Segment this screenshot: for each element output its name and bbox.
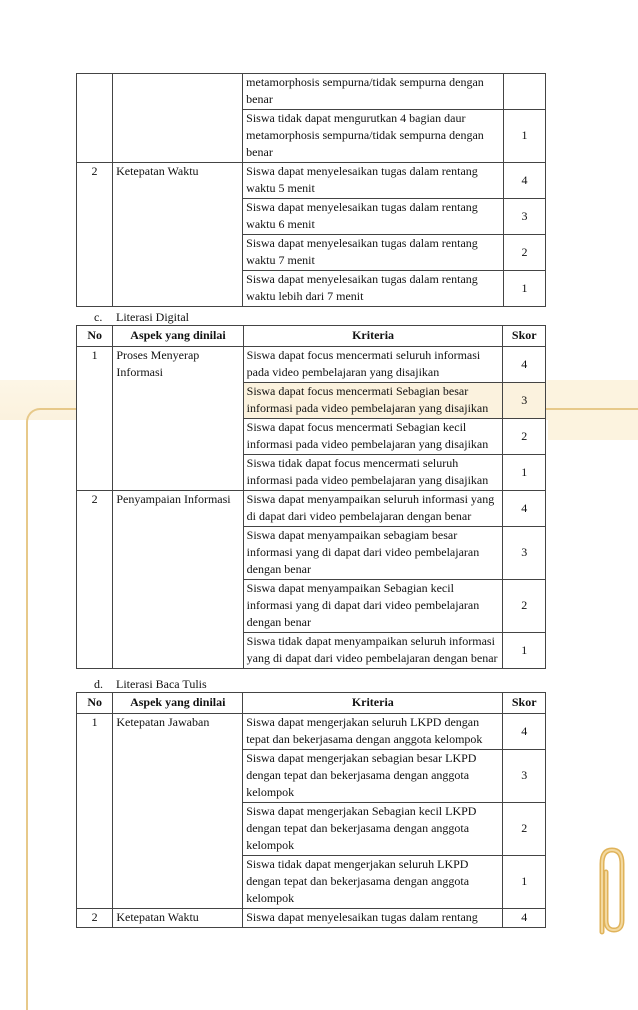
section-d-heading [94,676,207,692]
cell-aspek [113,74,243,163]
cell-skor: 4 [504,163,546,199]
header-no: No [77,326,113,347]
cell-kriteria: Siswa dapat menyampaikan Sebagian kecil informasi yang di dapat dari video pembelajaran dengan benar [243,580,503,633]
paperclip-icon [588,842,632,938]
section-d-title: Literasi Baca Tulis [116,677,207,691]
cell-skor [504,74,546,110]
cell-kriteria: Siswa dapat focus mencermati Sebagian kecil informasi pada video pembelajaran yang disajikan [243,419,503,455]
table-row [77,909,546,928]
table-literasi-digital [76,325,546,669]
table-row [77,491,546,527]
table-literasi-baca-tulis [76,692,546,928]
cell-kriteria: Siswa tidak dapat mengurutkan 4 bagian daur metamorphosis sempurna/tidak sempurna dengan benar [243,110,504,163]
cell-no: 2 [77,163,113,307]
cell-kriteria: Siswa tidak dapat focus mencermati seluruh informasi pada video pembelajaran yang disajikan [243,455,503,491]
table-header-row [77,693,546,714]
section-c-title: Literasi Digital [116,310,189,324]
table-row [77,163,546,199]
cell-kriteria: Siswa dapat menyampaikan seluruh informasi yang di dapat dari video pembelajaran dengan benar [243,491,503,527]
cell-aspek: Penyampaian Informasi [113,491,243,669]
table-row [77,74,546,110]
cell-skor: 3 [503,383,546,419]
table-header-row [77,326,546,347]
cell-kriteria: Siswa dapat menyampaikan sebagiam besar informasi yang di dapat dari video pembelajaran dengan benar [243,527,503,580]
section-c-letter: c. [94,310,103,324]
cell-kriteria: Siswa dapat focus mencermati Sebagian besar informasi pada video pembelajaran yang disajikan [243,383,503,419]
cell-no: 1 [77,347,113,491]
cell-skor: 1 [503,856,546,909]
header-no: No [77,693,113,714]
cell-kriteria: Siswa dapat menyelesaikan tugas dalam rentang waktu lebih dari 7 menit [243,271,504,307]
cell-skor: 2 [504,235,546,271]
header-kriteria: Kriteria [243,326,503,347]
cell-skor: 1 [503,455,546,491]
cell-skor: 4 [503,347,546,383]
cell-skor: 3 [503,527,546,580]
cell-skor: 3 [504,199,546,235]
cell-kriteria: Siswa tidak dapat mengerjakan seluruh LKPD dengan tepat dan bekerjasama dengan anggota kelompok [243,856,503,909]
table-row [77,714,546,750]
cell-skor: 1 [504,271,546,307]
cell-kriteria: Siswa dapat focus mencermati seluruh informasi pada video pembelajaran yang disajikan [243,347,503,383]
cell-skor: 3 [503,750,546,803]
cell-kriteria: Siswa dapat mengerjakan sebagian besar LKPD dengan tepat dan bekerjasama dengan anggota kelompok [243,750,503,803]
cell-kriteria: Siswa dapat menyelesaikan tugas dalam rentang [243,909,503,928]
section-c-heading [94,309,189,325]
cell-kriteria: Siswa dapat menyelesaikan tugas dalam rentang waktu 6 menit [243,199,504,235]
cell-aspek: Ketepatan Jawaban [113,714,243,909]
cell-skor: 1 [504,110,546,163]
header-aspek: Aspek yang dinilai [113,326,243,347]
cell-kriteria: Siswa tidak dapat menyampaikan seluruh informasi yang di dapat dari video pembelajaran dengan benar [243,633,503,669]
cell-kriteria: Siswa dapat mengerjakan Sebagian kecil LKPD dengan tepat dan bekerjasama dengan anggota kelompok [243,803,503,856]
header-skor: Skor [503,326,546,347]
cell-kriteria: Siswa dapat mengerjakan seluruh LKPD dengan tepat dan bekerjasama dengan anggota kelompok [243,714,503,750]
cell-no: 2 [77,491,113,669]
cell-skor: 2 [503,803,546,856]
header-skor: Skor [503,693,546,714]
cell-no: 1 [77,714,113,909]
cell-aspek: Ketepatan Waktu [113,909,243,928]
cell-skor: 4 [503,491,546,527]
cell-aspek: Ketepatan Waktu [113,163,243,307]
cell-kriteria: Siswa dapat menyelesaikan tugas dalam rentang waktu 7 menit [243,235,504,271]
cell-skor: 2 [503,419,546,455]
cell-kriteria: metamorphosis sempurna/tidak sempurna dengan benar [243,74,504,110]
cell-no: 2 [77,909,113,928]
cell-aspek: Proses Menyerap Informasi [113,347,243,491]
cell-skor: 1 [503,633,546,669]
cell-kriteria: Siswa dapat menyelesaikan tugas dalam rentang waktu 5 menit [243,163,504,199]
cell-skor: 4 [503,909,546,928]
table-top-continuation [76,73,546,307]
cell-skor: 2 [503,580,546,633]
header-aspek: Aspek yang dinilai [113,693,243,714]
cell-skor: 4 [503,714,546,750]
table-row [77,347,546,383]
cell-no [77,74,113,163]
header-kriteria: Kriteria [243,693,503,714]
section-d-letter: d. [94,677,103,691]
